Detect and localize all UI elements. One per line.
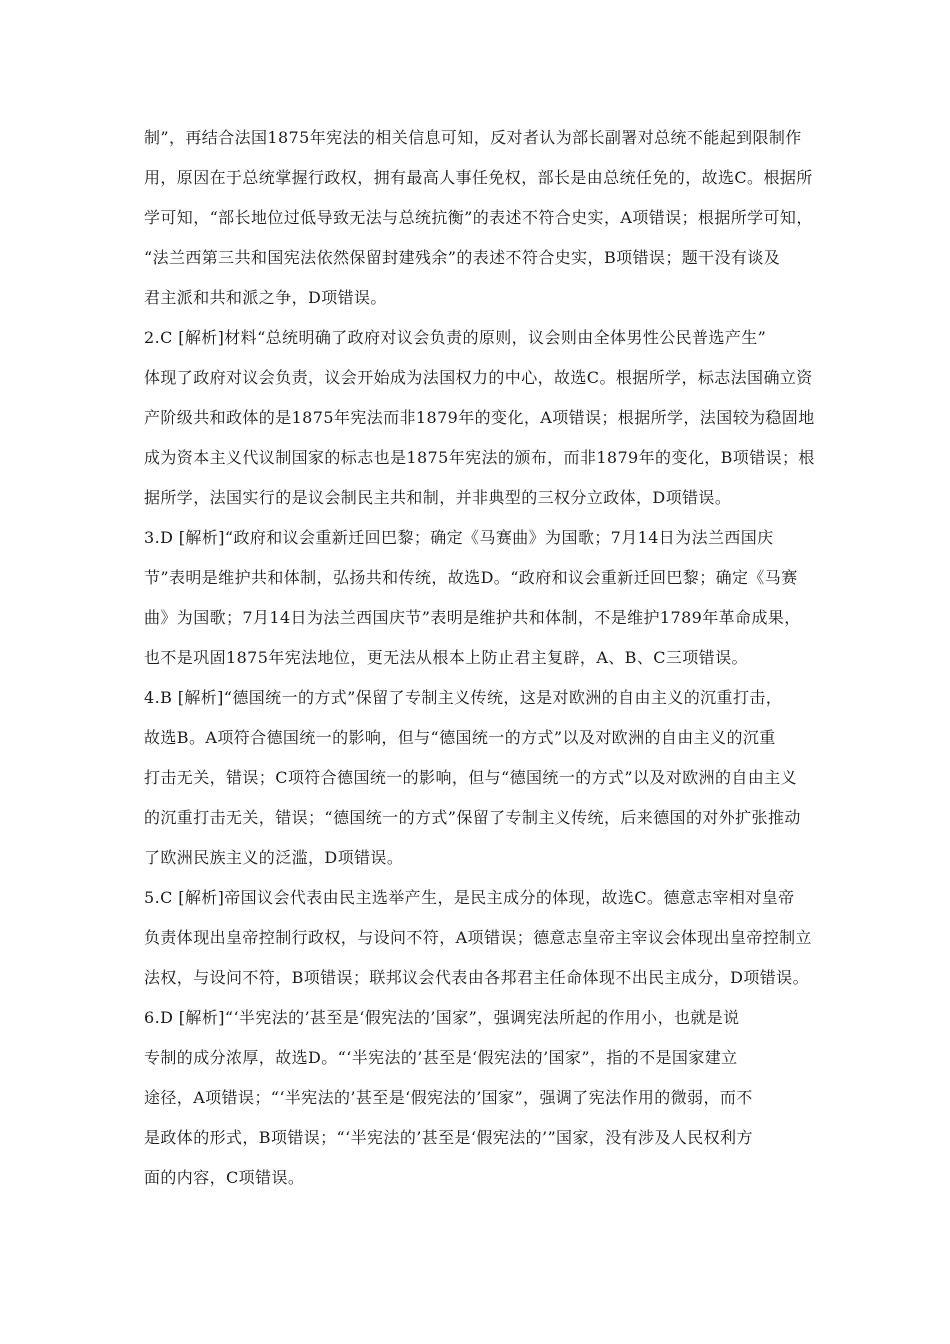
text-line: 途径，A项错误；“‘半宪法的’甚至是‘假宪法的’国家”，强调了宪法作用的微弱，而不 (144, 1088, 753, 1107)
text-line: 3.D [解析]“政府和议会重新迁回巴黎；确定《马赛曲》为国歌；7月14日为法兰西国庆 (144, 528, 774, 547)
text-line: 的沉重打击无关，错误；“德国统一的方式”保留了专制主义传统，后来德国的对外扩张推动 (144, 808, 801, 827)
text-line: 了欧洲民族主义的泛滥，D项错误。 (144, 848, 404, 867)
text-line: 节”表明是维护共和体制，弘扬共和传统，故选D。“政府和议会重新迁回巴黎；确定《马赛 (144, 568, 798, 587)
answer-analysis-text (144, 128, 815, 1208)
text-line: 打击无关，错误；C项符合德国统一的影响，但与“德国统一的方式”以及对欧洲的自由主义 (144, 768, 798, 787)
text-line: 专制的成分浓厚，故选D。“‘半宪法的’甚至是‘假宪法的’国家”，指的不是国家建立 (144, 1048, 738, 1067)
text-line: 5.C [解析]帝国议会代表由民主选举产生，是民主成分的体现，故选C。德意志宰相对皇帝 (144, 888, 795, 907)
text-line: 6.D [解析]“‘半宪法的’甚至是‘假宪法的’国家”，强调宪法所起的作用小，也就是说 (144, 1008, 740, 1027)
text-line: 体现了政府对议会负责，议会开始成为法国权力的中心，故选C。根据所学，标志法国确立资 (144, 368, 813, 387)
text-line: 2.C [解析]材料“总统明确了政府对议会负责的原则，议会则由全体男性公民普选产生” (144, 328, 767, 347)
text-line: 是政体的形式，B项错误；“‘半宪法的’甚至是‘假宪法的’”国家，没有涉及人民权利方 (144, 1128, 753, 1147)
text-line: 成为资本主义代议制国家的标志也是1875年宪法的颁布，而非1879年的变化，B项错误；根 (144, 448, 815, 467)
text-line: 法权，与设问不符，B项错误；联邦议会代表由各邦君主任命体现不出民主成分，D项错误。 (144, 968, 809, 987)
text-line: 据所学，法国实行的是议会制民主共和制，并非典型的三权分立政体，D项错误。 (144, 488, 732, 507)
text-line: 制”，再结合法国1875年宪法的相关信息可知，反对者认为部长副署对总统不能起到限制作 (144, 128, 802, 147)
text-line: 也不是巩固1875年宪法地位，更无法从根本上防止君主复辟，A、B、C三项错误。 (144, 648, 748, 667)
text-line: 负责体现出皇帝控制行政权，与设问不符，A项错误；德意志皇帝主宰议会体现出皇帝控制立 (144, 928, 812, 947)
text-line: 用，原因在于总统掌握行政权，拥有最高人事任免权，部长是由总统任免的，故选C。根据所 (144, 168, 813, 187)
text-line: 面的内容，C项错误。 (144, 1168, 305, 1187)
text-line: 君主派和共和派之争，D项错误。 (144, 288, 387, 307)
text-line: 学可知，“部长地位过低导致无法与总统抗衡”的表述不符合史实，A项错误；根据所学可知， (144, 208, 813, 227)
text-line: 产阶级共和政体的是1875年宪法而非1879年的变化，A项错误；根据所学，法国较为稳固地 (144, 408, 815, 427)
text-line: “法兰西第三共和国宪法依然保留封建残余”的表述不符合史实，B项错误；题干没有谈及 (144, 248, 781, 267)
text-line: 曲》为国歌；7月14日为法兰西国庆节”表明是维护共和体制，不是维护1789年革命成果， (144, 608, 801, 627)
text-line: 故选B。A项符合德国统一的影响，但与“德国统一的方式”以及对欧洲的自由主义的沉重 (144, 728, 776, 747)
text-line: 4.B [解析]“德国统一的方式”保留了专制主义传统，这是对欧洲的自由主义的沉重打击， (144, 688, 783, 707)
